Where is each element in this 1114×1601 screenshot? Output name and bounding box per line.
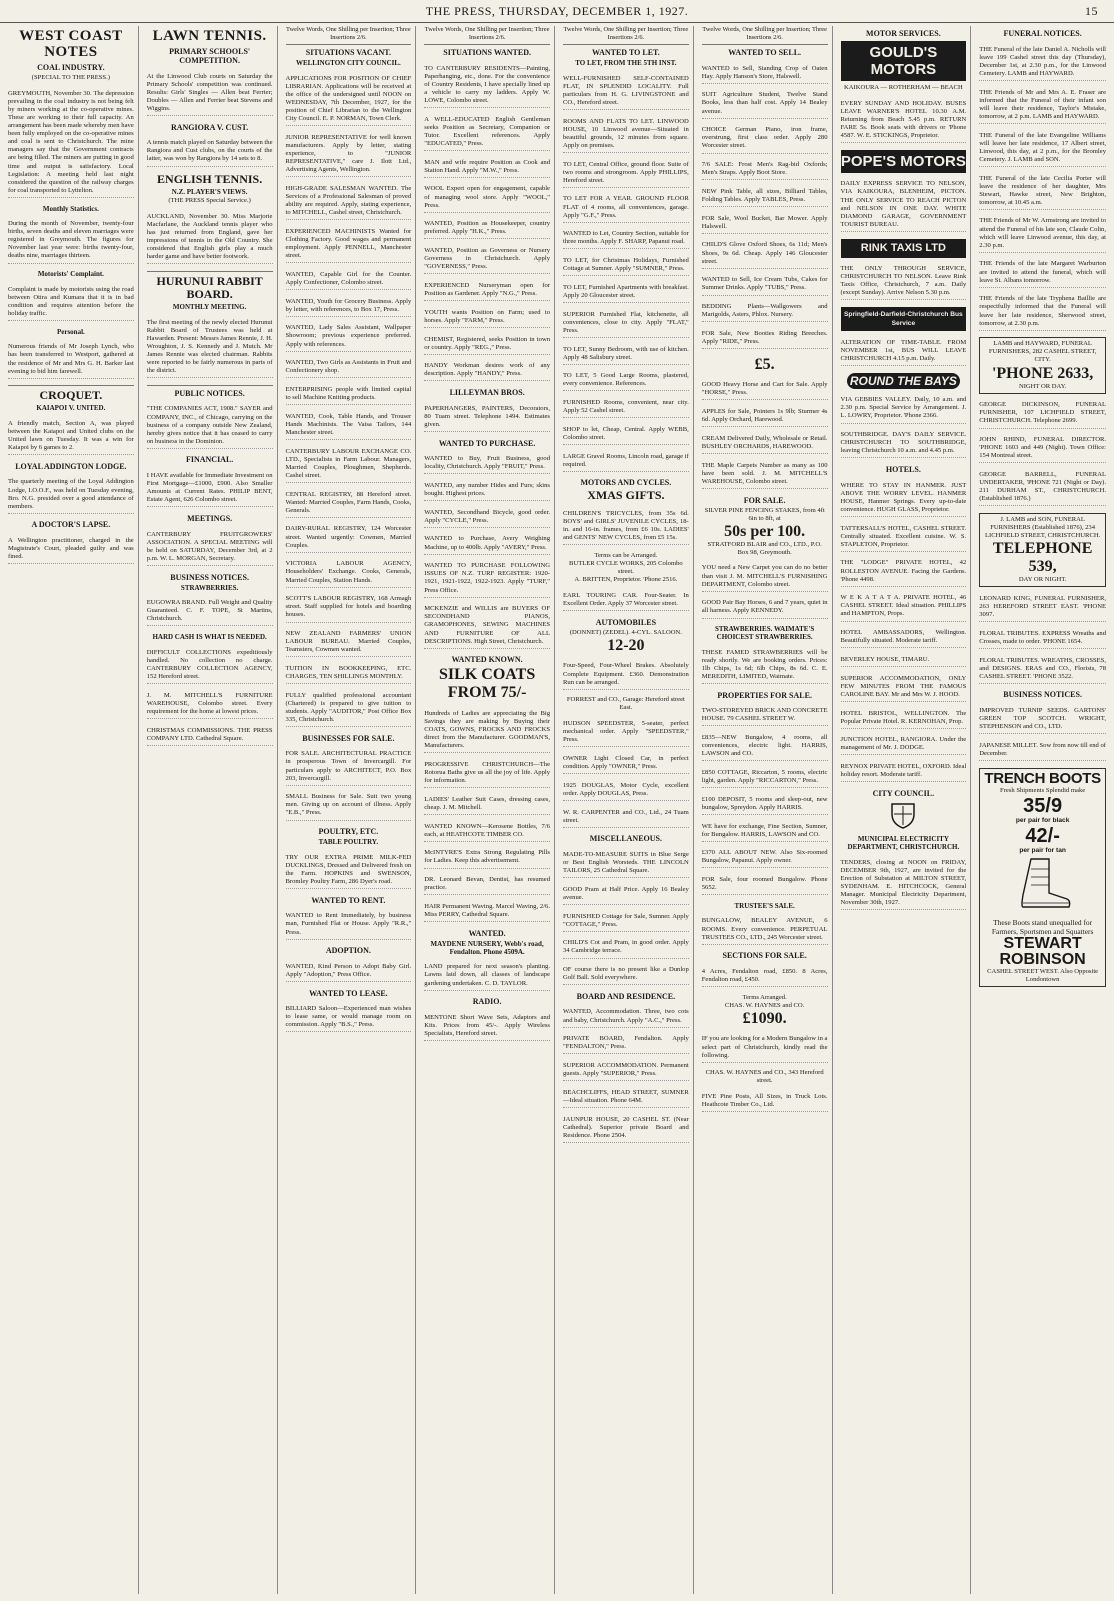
classified-ad: THE Funeral of the late Evangeline Williams will leave her late residence, 17 Albert street, Linwood, this day, at 2 p.m., for the Bromley Cemetery. J. LAMB and SON. [979, 131, 1106, 167]
classified-ad: LAND prepared for next season's planting. Lawns laid down, all classes of landscape gardening undertaken. C. D. TAYLOR. [424, 962, 550, 990]
classified-ad: THE Funeral of the late Daniel A. Nicholls will leave 199 Cashel street this day (Thursday), December 1st, at 2.30 p.m., for the Linwood Cemetery. LAMB and HAYWARD. [979, 45, 1106, 81]
article-body: GREYMOUTH, November 30. The depression prevailing in the coal industry is not being felt by miners working at the co-operative mines. These are working to their full capacity. An arrangement has been made whereby men have been fully employed on the co-operative mines and coal is sent to Christchurch. The mine managers say that the Government contracts are being filled. The miners are putting in good time and output is satisfactory. Local Legislation: A meeting held last night considered the question of the railway charges for coal transported to Lyttelton. [8, 89, 134, 198]
lawn-tennis-title: LAWN TENNIS. [152, 28, 267, 44]
council-heading: WELLINGTON CITY COUNCIL. [295, 59, 401, 67]
classified-ad: FOR Sale, Wool Bucket, Bar Mower. Apply Halswell. [702, 214, 828, 234]
classified-ad: 4 Acres, Fendalton road, £850. 8 Acres, Fendalton road, £450. [702, 967, 828, 987]
classified-ad: Hundreds of Ladies are appreciating the Big Savings they are making by Buying their COATS, GOWNS, FROCKS AND FROCKS direct from the Manufacturer. GOODMAN'S, Manufacturers. [424, 709, 550, 753]
masthead [0, 0, 1114, 23]
funeral-ad [979, 513, 1106, 587]
classified-ad: ALTERATION OF TIME-TABLE. FROM NOVEMBER 1st, BUS WILL LEAVE CHRISTCHURCH 4.15 p.m. Daily. [841, 338, 967, 366]
classified-ad: MADE-TO-MEASURE SUITS in Blue Serge or Best English Worsteds. THE LINCOLN TAILORS, 25 Cathedral Square. [563, 850, 689, 878]
classified-ad: TATTERSALL'S HOTEL, CASHEL STREET. Centrally situated. Excellent cuisine. W. S. STAPLETON, Proprietor. [841, 524, 967, 552]
classified-ad: MENTONE Short Wave Sets, Adaptors and Kits. Prices from 45/-. Apply Wireless Specialists, Hereford street. [424, 1013, 550, 1041]
classified-ad: GEORGE DICKINSON, FUNERAL FURNISHER, 107 LICHFIELD STREET, CHRISTCHURCH. Telephone 2699. [979, 400, 1106, 428]
classified-list [841, 481, 967, 783]
classified-ad: £100 DEPOSIT, 5 rooms and sleep-out, new bungalow, Spreydon. Apply HARRIS. [702, 795, 828, 815]
classified-ad: LADIES' Leather Suit Cases, dressing cases, cheap. J. M. Mitchell. [424, 795, 550, 815]
classified-ad: CREAM Delivered Daily, Wholesale or Retail. BUSHLEY ORCHARDS, HAREWOOD. [702, 434, 828, 454]
classified-ad: JUNCTION HOTEL, RANGIORA. Under the management of Mr. J. DODGE. [841, 735, 967, 755]
advertiser-name: CHAS. W. HAYNES and CO. [724, 1001, 805, 1009]
classified-ad: BEVERLEY HOUSE, TIMARU. [841, 655, 967, 667]
classified-ad: CHILD'S Glove Oxford Shoes, 6s 11d; Men's Shoes, 9s 6d. Cheap. Apply 146 Gloucester street. [702, 240, 828, 268]
stakes-label: SILVER PINE FENCING STAKES, from 4ft 6in to 8ft, at [704, 506, 825, 522]
divider [147, 385, 273, 386]
column-lawn-tennis [143, 26, 278, 1594]
classified-ad: THE Friends of the late Margaret Warburton are invited to attend the funeral, which will leave St. Albans tomorrow. [979, 259, 1106, 287]
divider [8, 385, 134, 386]
column-situations-vacant [282, 26, 417, 1594]
classified-ad: APPLICATIONS FOR POSITION OF CHIEF LIBRARIAN. Applications will be received at the office of the undersigned until NOON on WEDNESDAY, 7th December, 1927, for the position of Chief Librarian to the Wellington City Council. E. P. NORMAN, Town Clerk. [286, 74, 412, 127]
classified-ad: JAPANESE MILLET. Sow from now till end of December. [979, 741, 1106, 761]
classified-ad: THE Friends of Mr and Mrs A. E. Fraser are informed that the Funeral of their infant son will leave their residence, Taylor's Mistake, tomorrow, at 2 p.m. LAMB and HAYWARD. [979, 88, 1106, 124]
trench-prices [982, 825, 1103, 855]
notice: J. M. MITCHELL'S FURNITURE WAREHOUSE, Colombo street. Every requirement for the home at lowest prices. [147, 691, 273, 719]
masthead-title: THE PRESS, THURSDAY, DECEMBER 1, 1927. [425, 3, 689, 18]
notice: CANTERBURY FRUITGROWERS' ASSOCIATION. A SPECIAL MEETING will be held on SATURDAY, December 3rd, at 2 p.m. W. L. MORGAN, Secretary. [147, 530, 273, 566]
classified-ad: DR. Leonard Bevan, Dentist, has resumed practice. [424, 875, 550, 895]
properties-title: PROPERTIES FOR SALE. [717, 690, 812, 700]
wanted-to-let-title: WANTED TO LET. [591, 48, 660, 57]
classified-ad: WELL-FURNISHED SELF-CONTAINED FLAT, IN SPLENDID LOCALITY. Full particulars from H. G. LIVINGSTONE and CO., Hereford street. [563, 74, 689, 110]
adoption-title: ADOPTION. [325, 946, 371, 956]
tennis-subtitle: PRIMARY SCHOOLS' COMPETITION. [169, 47, 251, 65]
west-coast-title: WEST COAST NOTES [19, 28, 123, 60]
newspaper-columns [4, 26, 1110, 1594]
page-number: 15 [1085, 4, 1098, 18]
trench-boots-ad [979, 768, 1106, 988]
funeral-ad [979, 337, 1106, 393]
hotels-title: HOTELS. [885, 464, 921, 474]
classified-ad: FULLY qualified professional accountant (Chartered) is prepared to give tuition to students. Apply "AUDITOR," Post Office Box 335, Christchurch. [286, 691, 412, 727]
classified-ad: FURNISHED Rooms, convenient, near city. Apply 52 Cashel street. [563, 398, 689, 418]
classified-ad: OF course there is no present like a Dunlop Golf Ball. Sold everywhere. [563, 965, 689, 985]
price-tan: 42/- [1025, 824, 1060, 847]
rate-header: Twelve Words, One Shilling per Insertion; Three Insertions 2/6. [702, 26, 828, 45]
business-notices-title: BUSINESS NOTICES. [170, 572, 249, 582]
classified-ad: W. R. CARPENTER and CO., Ltd., 24 Tuam street. [563, 808, 689, 828]
wanted-to-lease-title: WANTED TO LEASE. [309, 988, 388, 998]
classified-list [286, 74, 412, 728]
classified-ad: CHILDREN'S TRICYCLES, from 35s 6d. BOYS' and GIRLS' JUVENILE CYCLES, 18-in. and 16-in. frames, from £6 10s. LADIES' and GENTS' NEW CYCLES, from £5 15s. [563, 509, 689, 545]
radio-title: RADIO. [472, 997, 502, 1007]
section-heading: Motorists' Complaint. [37, 270, 104, 279]
classified-ad: PAPERHANGERS, PAINTERS, Decorators, 80 Tuam street. Telephone 1494. Estimates given. [424, 404, 550, 432]
stewart-robinson-logo: STEWART ROBINSON [999, 935, 1086, 969]
classified-list [424, 454, 550, 555]
article-body: A Wellington practitioner, charged in the Magistrate's Court, pleaded guilty and was fined. [8, 536, 134, 564]
article-body: During the month of November, twenty-four births, seven deaths and eleven marriages were registered in Greymouth. The figures for November last year were: births twenty-four, deaths nine, marriages thirteen. [8, 219, 134, 263]
trustees-heading: TRUSTEE'S SALE. [734, 901, 795, 910]
classified-ad: WANTED, Kind Person to Adopt Baby Girl. Apply "Adoption," Press Office. [286, 962, 412, 982]
classified-list [702, 563, 828, 618]
classified-ad: THE Maple Carpets Number as many as 100 have been sold. J. M. MITCHELL'S WAREHOUSE, Colombo street. [702, 461, 828, 489]
classified-ad: FLORAL TRIBUTES. EXPRESS Wreaths and Crosses, made to order. 'PHONE 1654. [979, 629, 1106, 649]
city-council-title: CITY COUNCIL. [872, 788, 935, 798]
rate-header: Twelve Words, One Shilling per Insertion; Three Insertions 2/6. [563, 26, 689, 45]
croquet-title: CROQUET. [39, 388, 103, 403]
classified-ad: WANTED, Position as Governess or Nursery Governess in Christchurch. Apply "GOVERNESS," Press. [424, 246, 550, 274]
notice: DIFFICULT COLLECTIONS expeditiously handled. No collection no charge. CANTERBURY COLLECTION AGENCY, 152 Hereford street. [147, 648, 273, 684]
classified-ad: WANTED to Buy, Fruit Business, good locality, Christchurch. Apply "FRUIT," Press. [424, 454, 550, 474]
classified-ad: SHOP to let, Cheap, Central. Apply WEBB, Colombo street. [563, 425, 689, 445]
croquet-subtitle: KAIAPOI V. UNITED. [36, 404, 106, 413]
classified-ad: CANTERBURY LABOUR EXCHANGE CO. LTD., Specialists in Farm Labour. Managers, Married Couples, Ploughmen, Shepherds. Cashel street. [286, 447, 412, 483]
classified-ad: APPLES for Sale, Pointers 1s 9lb; Sturmer 4s 6d. Apply Orchard, Harewood. [702, 407, 828, 427]
trench-prices [982, 795, 1103, 825]
column-funeral-notices [975, 26, 1110, 1594]
classified-ad: WANTED, Cook, Table Hands, and Trouser Hands Machinists. The Vaisa Tailors, 144 Manchester street. [286, 412, 412, 440]
classified-ad: THE Friends of Mr W. Armstrong are invited to attend the Funeral of his late son, Claude Colin, which will leave Linwood avenue, this day, at 2.30 p.m. [979, 216, 1106, 252]
classified-ad: TO LET, Central Office, ground floor. Suite of two rooms and strongroom. Apply PHILLIPS, Hereford street. [563, 160, 689, 188]
classified-list [424, 64, 550, 382]
classified-ad: 7/6 SALE: Frost Men's Rag-bid Oxfords; Men's Straps. Apply Boot Store. [702, 160, 828, 180]
classified-ad: ENTERPRISING people with limited capital to sell Machine Knitting products. [286, 385, 412, 405]
classified-ad: SUPERIOR ACCOMMODATION, ONLY FEW MINUTES FROM THE FAMOUS CAROLINE BAY. Mr and Mrs W. J. HOOD. [841, 674, 967, 702]
lilleyman-title: LILLEYMAN BROS. [449, 388, 525, 398]
silk-coats-price: SILK COATS FROM 75/- [439, 666, 536, 702]
classified-ad: McINTYRE'S Extra Strong Regulating Pills for Ladies. Keep this advertisement. [424, 848, 550, 868]
round-the-bays-logo: ROUND THE BAYS [847, 373, 961, 389]
classified-ad: SUIT Agriculture Student, Twelve Stand Books, less than half cost. Apply 14 Bealey avenue. [702, 90, 828, 118]
classified-ad: IMPROVED TURNIP SEEDS. GARTONS' GREEN TOP SCOTCH. WRIGHT, STEPHENSON and CO., LTD. [979, 706, 1106, 734]
classified-ad: GOOD Heavy Horse and Cart for Sale. Apply "HORSE," Press. [702, 380, 828, 400]
article-body: At the Linwood Club courts on Saturday the Primary Schools' competition was continued. Results: Girls' Singles — Allen beat Ferrier; Doubles — Allen and Ferrier beat Stevens and Wiggins. [147, 72, 273, 116]
classified-ad: WANTED to Sell, Standing Crop of Oaten Hay. Apply Hanson's Store, Halswell. [702, 64, 828, 84]
article-body: The first meeting of the newly elected Hurunui Rabbit Board of Trustees was held at Hawarden. Present: Messrs James Rennie, J. H. Wroughton, J. S. Kennedy and J. Mutch. Mr James Rennie was elected chairman. Rabbits were reported to be fairly numerous in parts of the district. [147, 318, 273, 379]
popes-motors-logo: POPE'S MOTORS [841, 150, 967, 173]
byline: (THE PRESS Special Service.) [168, 197, 251, 205]
classified-ad: BILLIARD Saloon—Experienced man wishes to lease same, or would manage room on commission. Apply "B.S.," Press. [286, 1004, 412, 1032]
to-let-heading: TO LET, FROM THE 5TH INST. [575, 59, 677, 67]
classified-ad: VIA GEBBIES VALLEY. Daily, 10 a.m. and 2.30 p.m. Special Service by Arrangement. J. L. LOWRY, Proprietor. 'Phone 2366. [841, 395, 967, 423]
wanted-known-title: WANTED KNOWN. [451, 655, 523, 665]
classified-ad: CHEMIST, Registered, seeks Position in town or country. Apply "REG.," Press. [424, 335, 550, 355]
classified-ad: NEW ZEALAND FARMERS' UNION LABOUR BUREAU. Married Couples, Teamsters, Cowmen wanted. [286, 629, 412, 657]
council-subtitle: MUNICIPAL ELECTRICITY DEPARTMENT, CHRISTCHURCH. [847, 834, 960, 851]
rabbit-board-title: HURUNUI RABBIT BOARD. [156, 273, 263, 301]
classified-ad: DAIRY-RURAL REGISTRY, 124 Worcester street. Wanted urgently: Cowmen, Married Couples. [286, 524, 412, 552]
springfield-bus-logo: Springfield-Darfield-Christchurch Bus Service [841, 307, 967, 331]
classified-list [702, 407, 828, 489]
classified-list [563, 850, 689, 985]
classified-ad: BEDDING Plants—Wallgowers and Marigolds, Asters, Phlox. Nursery. [702, 302, 828, 322]
classified-ad: HANDY Workman desires work of any description. Apply "HANDY," Press. [424, 361, 550, 381]
classified-ad: IF you are looking for a Modern Bungalow in a select part of Christchurch, kindly read the following. [702, 1034, 828, 1062]
classified-ad: FOR SALE. ARCHITECTURAL PRACTICE in prosperous Town of Invercargill. For particulars apply to ARCHITECT, P.O. Box 203, Invercargill. [286, 749, 412, 785]
article-body: A tennis match played on Saturday between the Rangiora and Cust clubs, on the courts of the latter, was won by Rangiora by 14 sets to 8. [147, 138, 273, 166]
column-wanted-to-let [559, 26, 694, 1594]
auto-model: 12-20 [607, 636, 645, 654]
classified-list [563, 1007, 689, 1142]
classified-ad: YOUTH wants Position on Farm; used to horses. Apply "FARM," Press. [424, 308, 550, 328]
column-west-coast [4, 26, 139, 1594]
classified-ad: £370 ALL ABOUT NEW. Also Six-roomed Bungalow, Papanui. Apply owner. [702, 848, 828, 868]
classified-ad: REYNOX PRIVATE HOTEL, OXFORD. Ideal holiday resort. Moderate tariff. [841, 762, 967, 782]
rate-header: Twelve Words, One Shilling per Insertion; Three Insertions 2/6. [286, 26, 412, 45]
classified-ad: HUDSON SPEEDSTER, 5-seater, perfect mechanical order. Apply "SPEEDSTER," Press. [563, 719, 689, 747]
terms-note: Terms can be Arranged. [594, 551, 658, 559]
notice: CHRISTMAS COMMISSIONS. THE PRESS COMPANY LTD. Cathedral Square. [147, 726, 273, 746]
price-tan-label: per pair for tan [1019, 846, 1066, 854]
nursery-heading: MAYDENE NURSERY, Webb's road, Fendalton. Phone 4509A. [430, 939, 544, 956]
classified-ad: SUPERIOR Furnished Flat, kitchenette, all conveniences, close to city. Apply "FLAT," Press. [563, 310, 689, 338]
classified-ad: THE ONLY THROUGH SERVICE, CHRISTCHURCH TO NELSON. Leave Rink Taxis Office, Christchurch, 7 a.m. Daily (except Sunday). Arrive Nelson 5.30 p.m. [841, 264, 967, 300]
price-heading: £5. [754, 355, 775, 373]
classified-ad: HOTEL AMBASSADORS, Wellington. Beautifully situated. Moderate tariff. [841, 628, 967, 648]
classified-list [563, 719, 689, 828]
classified-ad: EVERY SUNDAY AND HOLIDAY. BUSES LEAVE WARNER'S HOTEL 10.30 A.M. Returning from Beach 5.45 p.m. RETURN FARE 5s. Book seats with drivers or 'Phone 4587. W. E. STICKINGS, Proprietor. [841, 99, 967, 143]
price-black-label: per pair for black [1015, 816, 1070, 824]
wanted-title: WANTED. [468, 928, 506, 938]
classified-ad: YOU need a New Carpet you can do no better than visit J. M. MITCHELL'S FURNISHING DEPARTMENT, Colombo street. [702, 563, 828, 591]
section-heading: Monthly Statistics. [42, 204, 99, 213]
classified-ad: CHOICE German Piano, iron frame, overstrung, first class order. Apply 280 Worcester street. [702, 125, 828, 153]
classified-ad: TUITION IN BOOKKEEPING, ETC. CHARGES, TEN SHILLINGS MONTHLY. [286, 664, 412, 684]
classified-ad: THESE FAMED STRAWBERRIES will be ready shortly. We are booking orders. Prices: 1lb Chips, 1s 6d; 6lb Chips, 8s 6d. C. E. MEREDITH, LIMITED, Waimate. [702, 648, 828, 684]
classified-ad: WANTED to Purchase, Avery Weighing Machine, up to 400lb. Apply "AVERY," Press. [424, 534, 550, 554]
article-body: AUCKLAND, November 30. Miss Marjorie Macfarlane, the Auckland tennis player who has just returned from England, gave her impressions of tennis in the Old Country. She considered that English girls play a much harder game and have better footwork. [147, 212, 273, 265]
classified-ad: TO LET, Sunny Bedroom, with use of kitchen. Apply 48 Salisbury street. [563, 345, 689, 365]
lodge-title: LOYAL ADDINGTON LODGE. [15, 461, 127, 471]
advertiser-name: STRATFORD BLAIR and CO., LTD., P.O. Box 98, Greymouth. [707, 540, 822, 556]
hard-cash-heading: HARD CASH IS WHAT IS NEEDED. [152, 633, 267, 642]
route: KAIKOURA — ROTHERHAM — BEACH [844, 84, 963, 91]
classified-ad: WANTED, any number Hides and Furs; skins bought. Highest prices. [424, 481, 550, 501]
phone-note: DAY OR NIGHT. [1018, 576, 1067, 584]
goulds-motors-logo: GOULD'S MOTORS [841, 41, 967, 81]
classified-ad: GOOD Pram at Half Price. Apply 16 Bealey avenue. [563, 885, 689, 905]
classified-ad: TWO-STOREYED BRICK AND CONCRETE HOUSE. 79 CASHEL STREET W. [702, 706, 828, 726]
classified-ad: WANTED, Two Girls as Assistants in Fruit and Confectionery shop. [286, 358, 412, 378]
classified-ad: EARL TOURING CAR. Four-Seater. In Excellent Order. Apply 37 Worcester street. [563, 591, 689, 611]
notice: I HAVE available for Immediate Investment on First Mortgage—£1000, £900. Also Smaller Amounts at Current Rates. PHILIP BENT, Estate Agent, 626 Colombo street. [147, 471, 273, 507]
phone-number: 'PHONE 2633, [991, 364, 1094, 382]
classified-ad: PRIVATE BOARD, Fendalton. Apply "FENDALTON," Press. [563, 1034, 689, 1054]
classified-ad: £850 COTTAGE, Riccarton, 5 rooms, electric light, garden. Apply "RICCARTON," Press. [702, 768, 828, 788]
classified-ad: PROGRESSIVE CHRISTCHURCH—The Rotorua Baths give us all the joy of life. Apply for information. [424, 760, 550, 788]
classified-ad: EXPERIENCED MACHINISTS Wanted for Clothing Factory. Good wages and permanent employment. Apply PENNELL, Manchester street. [286, 227, 412, 263]
classified-ad: CENTRAL REGISTRY, 88 Hereford street. Wanted: Married Couples, Farm Hands, Cooks, Generals. [286, 490, 412, 518]
classified-ad: Four-Speed, Four-Wheel Brakes. Absolutely Complete Equipment. £360. Demonstration Run can be arranged. [563, 661, 689, 689]
board-residence-title: BOARD AND RESIDENCE. [576, 991, 676, 1001]
rink-taxis-logo: RINK TAXIS LTD [841, 239, 967, 258]
classified-ad: SMALL Business for Sale. Suit two young men. Giving up on account of illness. Apply "E.B.," Press. [286, 792, 412, 820]
motor-services-title: MOTOR SERVICES. [866, 29, 941, 38]
xmas-gifts-heading: XMAS GIFTS. [587, 488, 665, 503]
terms-note: Terms Arranged. [742, 993, 787, 1001]
english-tennis-subtitle: N.Z. PLAYER'S VIEWS. [171, 188, 248, 197]
classified-ad: WANTED, Accommodation. Three, two cots and baby, Christchurch. Apply "A.C.," Press. [563, 1007, 689, 1027]
classified-list [702, 706, 828, 895]
stakes-price: 50s per 100. [724, 522, 806, 540]
classified-ad: OWNER Light Closed Car, in perfect condition. Apply "OWNER," Press. [563, 754, 689, 774]
phone-number: TELEPHONE 539, [992, 540, 1093, 576]
trench-tagline: These Boots stand unequalled for Farmers, Sportsmen and Squatters [991, 918, 1094, 937]
english-tennis-title: ENGLISH TENNIS. [157, 172, 263, 187]
classified-ad: WANTED TO PURCHASE FOLLOWING ISSUES OF N.Z. TURF REGISTER: 1920-1921, 1921-1922, 1922-1923. Apply "TURF," Press Office. [424, 561, 550, 597]
boot-icon [982, 855, 1103, 918]
public-notices-title: PUBLIC NOTICES. [174, 388, 245, 398]
article-body: Complaint is made by motorists using the road between Otira and Kumara that it is in bad condition and requires attention before the holiday traffic. [8, 285, 134, 321]
classified-list [286, 749, 412, 820]
column-situations-wanted [420, 26, 555, 1594]
classified-ad: WANTED, Secondhand Bicycle, good order. Apply "CYCLE," Press. [424, 508, 550, 528]
column-wanted-to-sell [698, 26, 833, 1594]
trench-boots-title: TRENCH BOOTS [984, 769, 1101, 787]
trench-boots-subtitle: Fresh Shipments Splendid make [1000, 786, 1086, 794]
classified-ad: TRY OUR EXTRA PRIME MILK-FED DUCKLINGS, Dressed and Delivered fresh on the Farm. HOPKINS and SWENSON, Bromley Poultry Farm, 286 Dyer's road. [286, 853, 412, 889]
classified-ad: SCOTT'S LABOUR REGISTRY, 168 Armagh street. Staff supplied for hotels and boarding houses. [286, 594, 412, 622]
doctor-title: A DOCTOR'S LAPSE. [31, 520, 111, 530]
stewart-address: CASHEL STREET WEST. Also Opposite Londontown [987, 968, 1099, 984]
advertiser-name: A. BRITTEN, Proprietor. 'Phone 2516. [574, 576, 678, 584]
financial-title: FINANCIAL. [185, 455, 234, 465]
sections-heading: SECTIONS FOR SALE. [722, 951, 807, 961]
miscellaneous-title: MISCELLANEOUS. [589, 834, 662, 844]
classified-ad: DAILY EXPRESS SERVICE TO NELSON, VIA KAIKOURA, BLENHEIM, PICTON. THE ONLY SERVICE TO REACH PICTON and NELSON IN ONE DAY. WHITE DIAMOND GARAGE, GOVERNMENT TOURIST BUREAU. [841, 179, 967, 232]
situations-wanted-title: SITUATIONS WANTED. [443, 48, 531, 57]
classified-ad: BEACHCLIFFS, HEAD STREET, SUMNER—Ideal situation. Phone 64M. [563, 1088, 689, 1108]
business-notices-title: BUSINESS NOTICES. [1003, 690, 1082, 700]
notice: EUGOWRA BRAND. Full Weight and Quality Guaranteed. C. F. TOPE, St Martins, Christchurch. [147, 598, 273, 626]
classified-list [979, 45, 1106, 331]
rate-header: Twelve Words, One Shilling per Insertion; Three Insertions 2/6. [424, 26, 550, 45]
column-motor-services [837, 26, 972, 1594]
classified-ad: GEORGE BARRELL, FUNERAL UNDERTAKER, 'PHONE 721 (Night or Day). 211 DURHAM ST., CHRISTCHURCH. (Established 1876.) [979, 470, 1106, 506]
classified-ad: W E K A T A T A. PRIVATE HOTEL, 46 CASHEL STREET. Ideal situation. PHILLIPS and HAMPTON, Props. [841, 593, 967, 621]
advertiser-name: BUTLER CYCLE WORKS, 205 Colombo street. [569, 560, 683, 576]
classified-ad: WHERE TO STAY IN HANMER. JUST ABOVE THE WORRY LEVEL. HANMER HOUSE, Hanmer Springs. Every up-to-date convenience. HUGH GLASS, Proprietor. [841, 481, 967, 517]
classified-ad: ROOMS AND FLATS TO LET. LINWOOD HOUSE, 10 Linwood avenue—Situated in beautiful grounds, 12 minutes from square. Apply on premises. [563, 117, 689, 153]
rangiora-title: RANGIORA V. CUST. [170, 122, 249, 132]
classified-ad: TO CANTERBURY RESIDENTS—Painting, Paperhanging, etc., done. For the convenience of Country Residents, I have specially lined up a vehicle to carry my ladders. Apply W. LOWE, Colombo street. [424, 64, 550, 108]
businesses-for-sale-title: BUSINESSES FOR SALE. [302, 733, 395, 743]
classified-ad: EXPERIENCED Nurseryman open for Position as Gardener. Apply "N.G.," Press. [424, 281, 550, 301]
notice: "THE COMPANIES ACT, 1908." SAYER and COMPANY, INC., of Chicago, carrying on the business of a company outside New Zealand, hereby gives notice that it has ceased to carry on business in the Dominion. [147, 404, 273, 448]
classified-ad: WANTED, Lady Sales Assistant, Wallpaper Showroom; previous experience preferred. Apply with references. [286, 323, 412, 351]
classified-ad: HAIR Permanent Waving. Marcel Waving, 2/6. Miss PERRY, Cathedral Square. [424, 902, 550, 922]
classified-ad: TO LET, for Christmas Holidays, Furnished Cottage at Sumner. Apply "SUMNER," Press. [563, 256, 689, 276]
classified-ad: TO LET, 5 Good Large Rooms, plastered, every convenience. References. [563, 371, 689, 391]
classified-ad: TO LET FOR A YEAR. GROUND FLOOR FLAT of 4 rooms, all conveniences, garage. Apply "G.F.," Press. [563, 194, 689, 222]
classified-ad: HIGH-GRADE SALESMAN WANTED. The Services of a Professional Salesman of proved ability are required. Apply, stating experience, to MITCHELL, Cashel street, Christchurch. [286, 184, 412, 220]
article-body: A friendly match, Section A, was played between the Kaiapoi and United clubs on the United lawn on Tuesday. It was a win for Kaiapoi by 6 games to 2. [8, 419, 134, 455]
wanted-to-purchase-title: WANTED TO PURCHASE. [438, 438, 536, 448]
classified-ad: WANTED to Sell, Ice Cream Tubs, Cakes for Summer Drinks. Apply "TUBS," Press. [702, 275, 828, 295]
classified-ad: FLORAL TRIBUTES. WREATHS, CROSSES, and DESIGNS. ERAS and CO., Florists, 78 CASHEL STREET. 'PHONE 3522. [979, 656, 1106, 684]
classified-ad: LEONARD KING, FUNERAL FURNISHER, 263 HEREFORD STREET EAST. 'PHONE 3097. [979, 594, 1106, 622]
meetings-title: MEETINGS. [187, 514, 233, 524]
classified-ad: WANTED, Youth for Grocery Business. Apply by letter, with references, to Box 17, Press. [286, 297, 412, 317]
classified-ad: SOUTHBRIDGE. DAY'S DAILY SERVICE. CHRISTCHURCH TO SOUTHBRIDGE, leaving Christchurch 10 a.m. and 4.45 p.m. [841, 430, 967, 458]
classified-ad: WOOL Expert open for engagement, capable of managing wool store. Apply "WOOL," Press. [424, 184, 550, 212]
advertiser-name: CHAS. W. HAYNES and CO., 343 Hereford street. [705, 1069, 824, 1085]
classified-ad: JUNIOR REPRESENTATIVE for well known manufacturers. Apply by letter, stating experience, to "JUNIOR REPRESENTATIVE," care J. Ilott Ltd., Advertising Agents, Wellington. [286, 133, 412, 177]
classified-ad: MAN and wife require Position as Cook and Station Hand. Apply "M.W.," Press. [424, 158, 550, 178]
coal-subtitle: COAL INDUSTRY. [37, 63, 105, 72]
classified-ad: FURNISHED Cottage for Sale, Sumner. Apply "COTTAGE," Press. [563, 912, 689, 932]
byline: (SPECIAL TO THE PRESS.) [31, 74, 110, 81]
classified-ad: JAUNPUR HOUSE, 20 CASHEL ST. (Near Cathedral). Superior private Board and Residence. Phone 2504. [563, 1115, 689, 1143]
house-price: £1090. [742, 1009, 787, 1027]
classified-ad: WANTED KNOWN—Kerosene Bottles, 7/6 each, at HEATHCOTE TIMBER CO. [424, 822, 550, 842]
price-black: 35/9 [1023, 794, 1063, 817]
divider [147, 271, 273, 272]
classified-ad: THE Friends of the late Tryphena Baillie are respectfully informed that the Funeral will leave her late residence, Sherwood street, tomorrow, at 2.30 p.m. [979, 294, 1106, 330]
advertiser-name: FORREST and CO., Garage: Hereford street East. [566, 696, 685, 712]
classified-ad: WE have for exchange, Fine Section, Sumner, for Bungalow. HARRIS, LAWSON and CO. [702, 822, 828, 842]
rabbit-board-subtitle: MONTHLY MEETING. [172, 302, 247, 311]
classified-ad: GOOD Pair Bay Horses, 6 and 7 years, quiet in all harness. Apply KENNEDY. [702, 598, 828, 618]
advertiser-name: LAMB and HAYWARD, FUNERAL FURNISHERS, 282 CASHEL STREET, CITY. [988, 340, 1097, 364]
classified-ad: CHILD'S Cot and Pram, in good order. Apply 34 Cambridge terrace. [563, 938, 689, 958]
classified-ad: A WELL-EDUCATED English Gentleman seeks Position as Secretary, Companion or Tutor. Excellent references. Apply "EDUCATED," Press. [424, 115, 550, 151]
classified-ad: TO LET, Furnished Apartments with breakfast. Apply 20 Gloucester street. [563, 283, 689, 303]
classified-ad: NEW Pink Table, all sizes, Billiard Tables, Folding Tables. Apply TABLES, Press. [702, 187, 828, 207]
automobiles-title: AUTOMOBILES [595, 617, 657, 627]
advertiser-name: J. LAMB and SON, FUNERAL FURNISHERS (Established 1876), 234 LICHFIELD STREET, CHRISTCHURCH. [984, 515, 1101, 540]
coat-of-arms-icon [841, 800, 967, 833]
poultry-subtitle: TABLE POULTRY. [318, 838, 379, 847]
section-heading: Personal. [56, 327, 85, 336]
classified-list [424, 709, 550, 922]
classified-ad: THE "LODGE" PRIVATE HOTEL, 42 ROLLESTON AVENUE. Facing the Gardens. 'Phone 4498. [841, 558, 967, 586]
poultry-title: POULTRY, ETC. [318, 827, 379, 837]
strawberries-heading: STRAWBERRIES. WAIMATE'S CHOICEST STRAWBERRIES. [714, 625, 815, 642]
classified-ad: VICTORIA LABOUR AGENCY, Householders' Exchange. Cooks, Generals, Married Couples, Station Hands. [286, 559, 412, 587]
classified-ad: FIVE Pine Posts, All Sizes, in Truck Lots. Heathcote Timber Co., Ltd. [702, 1092, 828, 1112]
classified-ad: FOR Sale, New Booties Riding Breeches. Apply "RIDE," Press. [702, 329, 828, 349]
strawberries-heading: STRAWBERRIES. [180, 583, 239, 592]
article-body: The quarterly meeting of the Loyal Addington Lodge, I.O.O.F., was held on Tuesday evening, Bro. N.G. presided over a good attendance of members. [8, 477, 134, 513]
article-body: Numerous friends of Mr Joseph Lynch, who has been transferred to Westport, gathered at the residence of Mr and Mrs G. H. Barker last evening to bid him farewell. [8, 342, 134, 378]
classified-ad: JOHN RHIND, FUNERAL DIRECTOR. 'PHONE 1603 and 449 (Night). Town Office: 154 Montreal street. [979, 435, 1106, 463]
classified-ad: LARGE Gravel Rooms, Lincoln road, garage if required. [563, 452, 689, 472]
classified-ad: HOTEL BRISTOL, WELLINGTON. The Popular Private Hotel. R. KERNOHAN, Prop. [841, 709, 967, 729]
wanted-to-rent-title: WANTED TO RENT. [311, 895, 386, 905]
situations-vacant-title: SITUATIONS VACANT. [305, 48, 391, 57]
classified-ad: MCKENZIE and WILLIS are BUYERS OF SECONDHAND PIANOS, GRAMOPHONES, SEWING MACHINES AND FURNITURE OF ALL DESCRIPTIONS. High Street, Christchurch. [424, 604, 550, 648]
classified-ad: £835—NEW Bungalow, 4 rooms, all conveniences, electric light. HARRIS, LAWSON and CO. [702, 733, 828, 761]
classified-ad: WANTED, Capable Girl for the Counter. Apply Confectioner, Colombo street. [286, 270, 412, 290]
classified-ad: BUNGALOW, BEALEY AVENUE, 6 ROOMS. Every convenience. PERPETUAL TRUSTEES CO., LTD., 245 Worcester street. [702, 916, 828, 944]
auto-subtitle: (DONNET) (ZEDEL). 4-CYL. SALOON. [569, 628, 682, 636]
classified-ad: FOR Sale, four roomed Bungalow. Phone 5652. [702, 875, 828, 895]
funeral-notices-title: FUNERAL NOTICES. [1003, 29, 1082, 38]
classified-ad: WANTED to Rent Immediately, by business man, Furnished Flat or House. Apply "R.R.," Press. [286, 911, 412, 939]
phone-note: NIGHT OR DAY. [1018, 382, 1067, 390]
classified-ad: TENDERS, closing at NOON on FRIDAY, DECEMBER 9th, 1927, are invited for the Erection of Substation at MILTON STREET, SYDENHAM. E. HITCHCOCK, General Manager. Municipal Electricity Department, November 30th, 1927. [841, 858, 967, 911]
classified-ad: WANTED to Let, Country Section, suitable for three months. Apply F. SHARP, Papanui road. [563, 229, 689, 249]
classified-ad: WANTED, Position as Housekeeper, country preferred. Apply "H.K.," Press. [424, 219, 550, 239]
wanted-to-sell-title: WANTED TO SELL. [728, 48, 802, 57]
classified-ad: SUPERIOR ACCOMMODATION. Permanent guests. Apply "SUPERIOR," Press. [563, 1061, 689, 1081]
classified-ad: THE Funeral of the late Cecilia Porter will leave the residence of her daughter, Mrs Stewart, Hawke street, New Brighton, tomorrow, at 10.45 a.m. [979, 174, 1106, 210]
motors-cycles-title: MOTORS AND CYCLES. [580, 478, 672, 488]
classified-list [702, 64, 828, 350]
for-sale-title: FOR SALE. [743, 495, 786, 505]
classified-ad: 1925 DOUGLAS, Motor Cycle, excellent order. Apply DOUGLAS, Press. [563, 781, 689, 801]
classified-list [563, 74, 689, 472]
